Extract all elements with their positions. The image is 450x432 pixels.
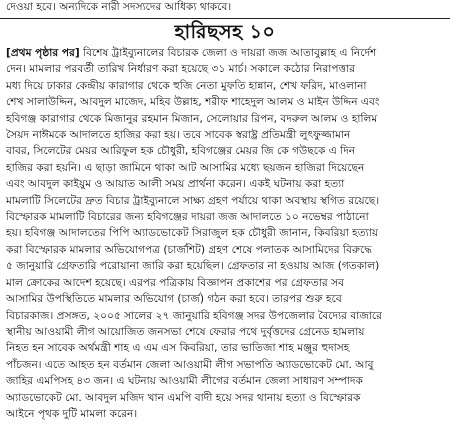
body-line-16: আসামির উপস্থিতিতে মামলার অভিযোগ (চার্জ) গঠন করা হবে। তারপর শুরু হবে <box>6 293 342 306</box>
body-line-19: নিহত হন সাবেক অর্থমন্ত্রী শাহ এ এম এস কিবরিয়া, তার ভাতিজা শাহ মঞ্জুর হুদাসহ <box>6 342 350 355</box>
body-line-14: ৫ জানুয়ারি গ্রেফতারি পরোয়ানা জারি করা হয়েছিল। গ্রেফতার না হওয়ায় আজ (গতকাল) <box>6 260 380 273</box>
body-line-23: আইনে পৃথক দুটি মামলা করেন। <box>6 407 138 420</box>
article-body <box>6 45 444 422</box>
body-line-8: হাজির করা হয়নি। এ ছাড়া জামিনে থাকা আট আসামির মধ্যে ছয়জন হাজিরা দিয়েছেন <box>6 161 365 174</box>
body-line-12: হয়। হবিগঞ্জ আদালতের পিপি অ্যাডভোকেট সিরাজুল হক চৌধুরী জানান, কিবরিয়া হত্যায় <box>6 227 379 240</box>
body-line-7: বাবর, সিলেটের মেয়র আরিফুল হক চৌধুরী, হবিগঞ্জের মেয়র জি কে গউছকে এ দিন <box>6 145 356 158</box>
body-line-5: হবিগঞ্জ কারাগার থেকে মিজানুর রহমান মিজান, সেলোয়ার রিপন, বদরুল আলম ও হালিম <box>6 112 378 125</box>
body-line-11: বিস্ফোরক মামলাটি বিচারের জন্য হবিগঞ্জের দায়রা জজ আদালতে ১০ নভেম্বর পাঠানো <box>6 211 369 224</box>
body-line-1 <box>6 45 444 61</box>
previous-article-tail: দেওয়া হবে। অন্যদিকে নারী সদস্যদের আধিক্য থাকবে। <box>6 1 232 13</box>
body-line-18: স্থানীয় আওয়ামী লীগ আয়োজিত জনসভা শেষে ফেরার পথে দুর্বৃত্তদের গ্রেনেড হামলায় <box>6 325 365 338</box>
body-line-17: বিচারকাজ। প্রসঙ্গত, ২০০৫ সালের ২৭ জানুয়ারি হবিগঞ্জ সদর উপজেলার বৈদ্যের বাজারে <box>6 309 382 322</box>
body-line-9: এবং আবদুল কাইয়ুম ও আয়াত আলী সময় প্রার্থনা করেন। একই ঘটনায় করা হত্যা <box>6 178 345 191</box>
body-line-22: অ্যাডভোকেট মো. আবদুল মজিদ খান এমপি বাদী হয়ে সদর থানায় হত্যা ও বিস্ফোরক <box>6 391 361 404</box>
first-line-text: বিশেষ ট্রাইব্যুনালের বিচারক জেলা ও দায়রা জজ আতাবুল্লাহ এ নির্দেশ <box>79 47 377 59</box>
continuation-marker: [প্রথম পৃষ্ঠার পর] <box>6 47 80 59</box>
article-headline: হারিছসহ ১০ <box>174 21 276 43</box>
body-line-13: করা বিস্ফোরক মামলার অভিযোগপত্র (চার্জশিট) গ্রহণ শেষে পলাতক আসামিদের বিরুদ্ধে <box>6 243 373 256</box>
body-line-10: মামলাটি সিলেটের দ্রুত বিচার ট্রাইব্যুনালে সাক্ষ্য গ্রহণ পর্যায়ে থাকা অবস্থায় স্থগিত রয়েছে। <box>6 194 380 207</box>
body-line-4: শেখ সালাউদ্দিন, আবদুল মাজেদ, মহিব উল্লাহ, শরীফ শাহেদুল আলম ও মাইন উদ্দিন এবং <box>6 96 380 109</box>
body-line-15: মাল ক্রোকের আদেশ হয়েছে। এরপর পত্রিকায় বিজ্ঞাপন প্রকাশের পর গ্রেফতার সব <box>6 276 344 289</box>
body-line-6: সৈয়দ নাঈমকে আদালতে হাজির করা হয়। তবে সাবেক স্বরাষ্ট্র প্রতিমন্ত্রী লুৎফুজ্জামান <box>6 129 351 142</box>
body-line-21: জাহির এমপিসহ ৪৩ জন। এ ঘটনায় আওয়ামী লীগের বর্তমান জেলা সাধারণ সম্পাদক <box>6 375 363 388</box>
body-line-3: মধ্য দিয়ে ঢাকার কেন্দ্রীয় কারাগার থেকে হুজি নেতা মুফতি হান্নান, শেখ ফরিদ, মাওলানা <box>6 79 367 92</box>
body-line-2: দেন। মামলার পরবর্তী তারিখ নির্ধারণ করা হয়েছে ৩১ মার্চ। সকালে কঠোর নিরাপত্তার <box>6 63 356 76</box>
body-line-20: পাঁচজন। এতে আহত হন বর্তমান জেলা আওয়ামী লীগ সভাপতি অ্যাডভোকেট মো. আবু <box>6 358 374 371</box>
